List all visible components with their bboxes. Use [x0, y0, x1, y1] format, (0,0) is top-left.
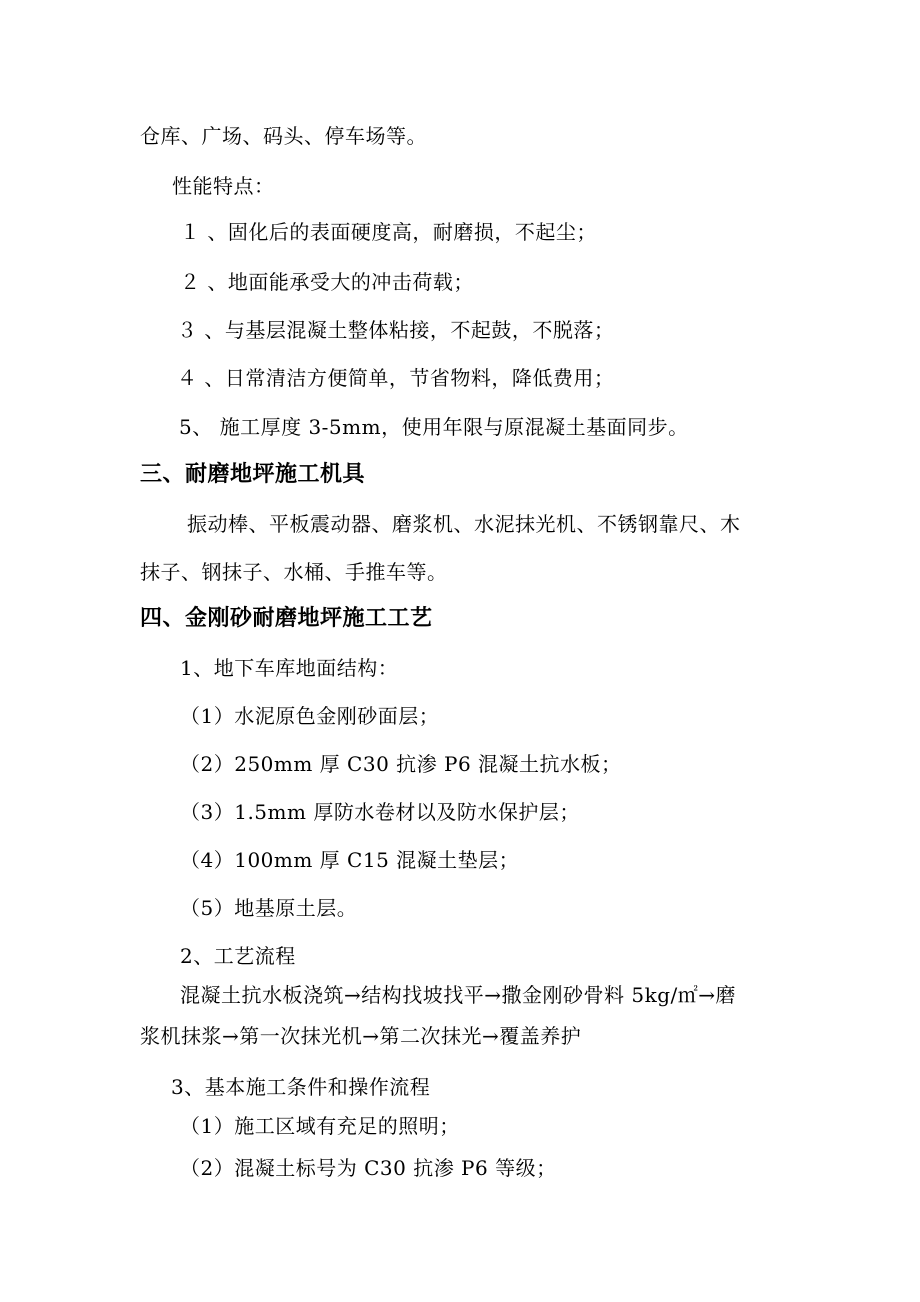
- section-heading-3: 三、耐磨地坪施工机具: [140, 462, 366, 487]
- subsection-title: 3、基本施工条件和操作流程: [171, 1075, 431, 1099]
- paragraph-line: 混凝土抗水板浇筑→结构找坡找平→撒金刚砂骨料 5kg/㎡→磨: [180, 983, 737, 1007]
- subsection-title: 1、地下车库地面结构：: [180, 656, 399, 680]
- paragraph-line: 振动棒、平板震动器、磨浆机、水泥抹光机、不锈钢靠尺、木: [187, 512, 741, 536]
- list-item: 5、 施工厚度 3-5mm，使用年限与原混凝土基面同步。: [179, 415, 689, 439]
- list-item: （2）250mm 厚 C30 抗渗 P6 混凝土抗水板；: [180, 752, 622, 776]
- list-item: ４ 、日常清洁方便简单，节省物料，降低费用；: [177, 366, 615, 390]
- performance-title: 性能特点：: [172, 174, 275, 198]
- list-item: （5）地基原土层。: [180, 896, 358, 920]
- paragraph-line: 抹子、钢抹子、水桶、手推车等。: [140, 560, 448, 584]
- list-item: （1）水泥原色金刚砂面层；: [180, 704, 440, 728]
- list-item: （1）施工区域有充足的照明；: [180, 1114, 460, 1138]
- list-item: ２ 、地面能承受大的冲击荷载；: [180, 270, 474, 294]
- list-item: １ 、固化后的表面硬度高，耐磨损，不起尘；: [180, 220, 597, 244]
- list-item: （2）混凝土标号为 C30 抗渗 P6 等级；: [180, 1156, 557, 1180]
- section-heading-4: 四、金刚砂耐磨地坪施工工艺: [140, 606, 433, 631]
- paragraph-line-usage-end: 仓库、广场、码头、停车场等。: [140, 124, 427, 148]
- paragraph-line: 浆机抹浆→第一次抹光机→第二次抹光→覆盖养护: [140, 1024, 582, 1048]
- subsection-title: 2、工艺流程: [180, 944, 296, 968]
- list-item: ３ 、与基层混凝土整体粘接，不起鼓，不脱落；: [177, 318, 615, 342]
- list-item: （3）1.5mm 厚防水卷材以及防水保护层；: [180, 800, 580, 824]
- list-item: （4）100mm 厚 C15 混凝土垫层；: [180, 848, 520, 872]
